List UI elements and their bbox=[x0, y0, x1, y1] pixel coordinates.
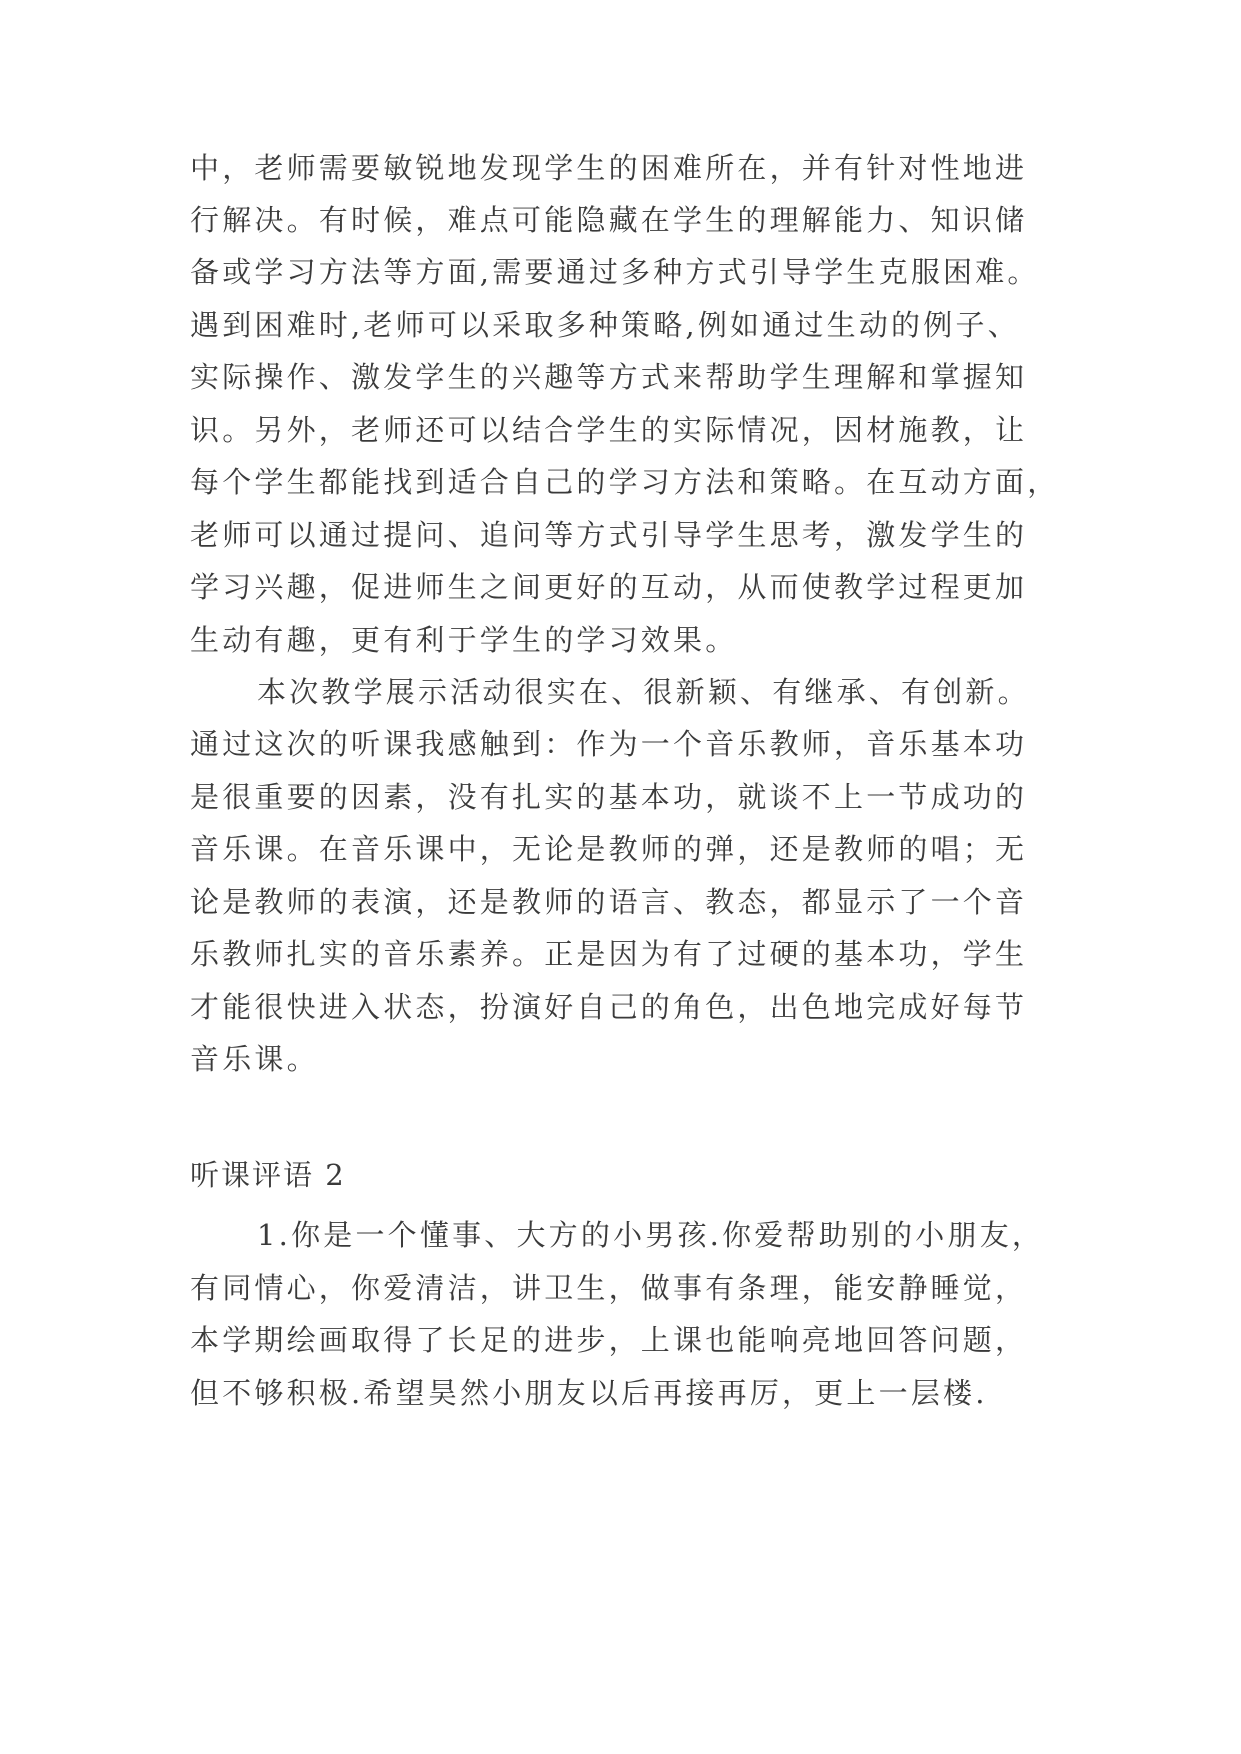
text-line: 乐教师扎实的音乐素养。正是因为有了过硬的基本功，学生 bbox=[190, 937, 1028, 971]
text-line: 实际操作、激发学生的兴趣等方式来帮助学生理解和掌握知 bbox=[190, 360, 1028, 394]
section-heading: 听课评语 2 bbox=[190, 1158, 346, 1192]
text-line: 学习兴趣，促进师生之间更好的互动，从而使教学过程更加 bbox=[190, 570, 1028, 604]
text-line: 老师可以通过提问、追问等方式引导学生思考，激发学生的 bbox=[190, 518, 1028, 552]
text-line: 本次教学展示活动很实在、很新颖、有继承、有创新。 bbox=[257, 675, 1030, 709]
text-line: 中，老师需要敏锐地发现学生的困难所在，并有针对性地进 bbox=[190, 151, 1028, 185]
text-line: 遇到困难时,老师可以采取多种策略,例如通过生动的例子、 bbox=[190, 308, 1020, 342]
text-line: 论是教师的表演，还是教师的语言、教态，都显示了一个音 bbox=[190, 885, 1028, 919]
text-line: 有同情心，你爱清洁，讲卫生，做事有条理，能安静睡觉， bbox=[190, 1271, 1028, 1305]
text-line: 行解决。有时候，难点可能隐藏在学生的理解能力、知识储 bbox=[190, 203, 1028, 237]
text-line: 1.你是一个懂事、大方的小男孩.你爱帮助别的小朋友， bbox=[257, 1218, 1045, 1252]
text-line: 是很重要的因素，没有扎实的基本功，就谈不上一节成功的 bbox=[190, 780, 1028, 814]
text-line: 生动有趣，更有利于学生的学习效果。 bbox=[190, 623, 738, 657]
text-line: 每个学生都能找到适合自己的学习方法和策略。在互动方面， bbox=[190, 465, 1060, 499]
text-line: 通过这次的听课我感触到：作为一个音乐教师，音乐基本功 bbox=[190, 727, 1028, 761]
text-line: 备或学习方法等方面,需要通过多种方式引导学生克服困难。 bbox=[190, 255, 1040, 289]
text-line: 音乐课。 bbox=[190, 1042, 319, 1076]
text-line: 但不够积极.希望昊然小朋友以后再接再厉，更上一层楼. bbox=[190, 1376, 988, 1410]
text-line: 本学期绘画取得了长足的进步，上课也能响亮地回答问题， bbox=[190, 1323, 1028, 1357]
text-line: 音乐课。在音乐课中，无论是教师的弹，还是教师的唱；无 bbox=[190, 832, 1028, 866]
text-line: 识。另外，老师还可以结合学生的实际情况，因材施教，让 bbox=[190, 413, 1028, 447]
text-line: 才能很快进入状态，扮演好自己的角色，出色地完成好每节 bbox=[190, 990, 1028, 1024]
